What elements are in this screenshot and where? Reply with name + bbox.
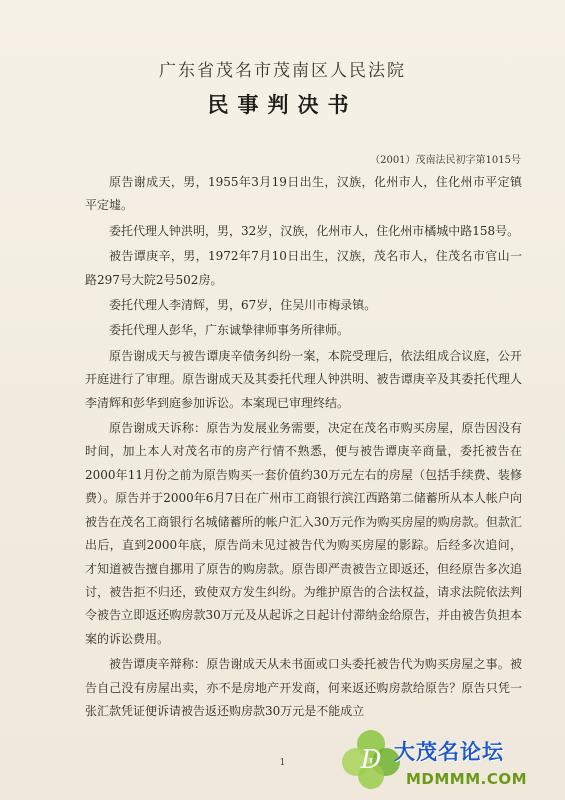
logo-letter: D (360, 745, 382, 775)
paragraph-defendant-defense: 被告谭庚辛辩称：原告谢成天从未书面或口头委托被告代为购买房屋之事。被告自己没有房屋出卖，亦不是房地产开发商，何来返还购房款给原告？原告只凭一张汇款凭证便诉请被告返还购房款30万元是不能成立 (85, 657, 522, 718)
paragraph-defendant: 被告谭庚辛，男，1972年7月10日出生，汉族，茂名市人，住茂名市官山一路297号大院2号502房。 (85, 249, 522, 287)
paragraph-plaintiff-agent: 委托代理人钟洪明，男，32岁，汉族，化州市人，住化州市橘城中路158号。 (109, 223, 520, 238)
site-name: 大茂名论坛 (394, 740, 504, 764)
paragraph-plaintiff: 原告谢成天，男，1955年3月19日出生，汉族，化州市人，住化州市平定镇平定墟。 (85, 175, 522, 213)
site-url: MDMMM.COM (406, 770, 528, 788)
paragraph-defendant-agent-2: 委托代理人彭华，广东诚挚律师事务所律师。 (109, 323, 350, 338)
page-number: 1 (279, 758, 286, 768)
site-watermark (340, 728, 565, 800)
clover-logo-icon (340, 728, 402, 792)
case-number: （2001）茂南法民初字第1015号 (370, 155, 521, 166)
paragraph-plaintiff-claim: 原告谢成天诉称：原告为发展业务需要，决定在茂名市购买房屋，原告因没有时间，加上本人对茂名市的房产行情不熟悉，便与被告谭庚辛商量，委托被告在2000年11月份之前为原告购买一套价值约30万元左右的房屋（包括手续费、装修费）。原告并于2000年6月7日在广州市工商银行滨江西路第二储蓄所从本人帐户向被告在茂名工商银行名城储蓄所的帐户汇入30万元作为购买房屋的购房款。但款汇出后，直到2000年底，原告尚未见过被告代为购买房屋的影踪。后经多次追问，才知道被告擅自挪用了原告的购房款。原告即严责被告立即返还，但经原告多次追讨，被告拒不归还，致使双方发生纠纷。为维护原告的合法权益，请求法院依法判令被告立即返还购房款30万元及从起诉之日起计付滞纳金给原告，并由被告负担本案的诉讼费用。 (85, 421, 522, 646)
paragraph-defendant-agent-1: 委托代理人李清辉，男，67岁，住吴川市梅录镇。 (109, 298, 377, 313)
paragraph-case-intro: 原告谢成天与被告谭庚辛债务纠纷一案，本院受理后，依法组成合议庭，公开开庭进行了审理。原告谢成天及其委托代理人钟洪明、被告谭庚辛及其委托代理人李清辉和彭华到庭参加诉讼。本案现已审理终结。 (85, 348, 522, 410)
document-title: 民事判决书 (207, 92, 358, 117)
court-name: 广东省茂名市茂南区人民法院 (159, 61, 406, 81)
judgment-body (85, 171, 522, 725)
